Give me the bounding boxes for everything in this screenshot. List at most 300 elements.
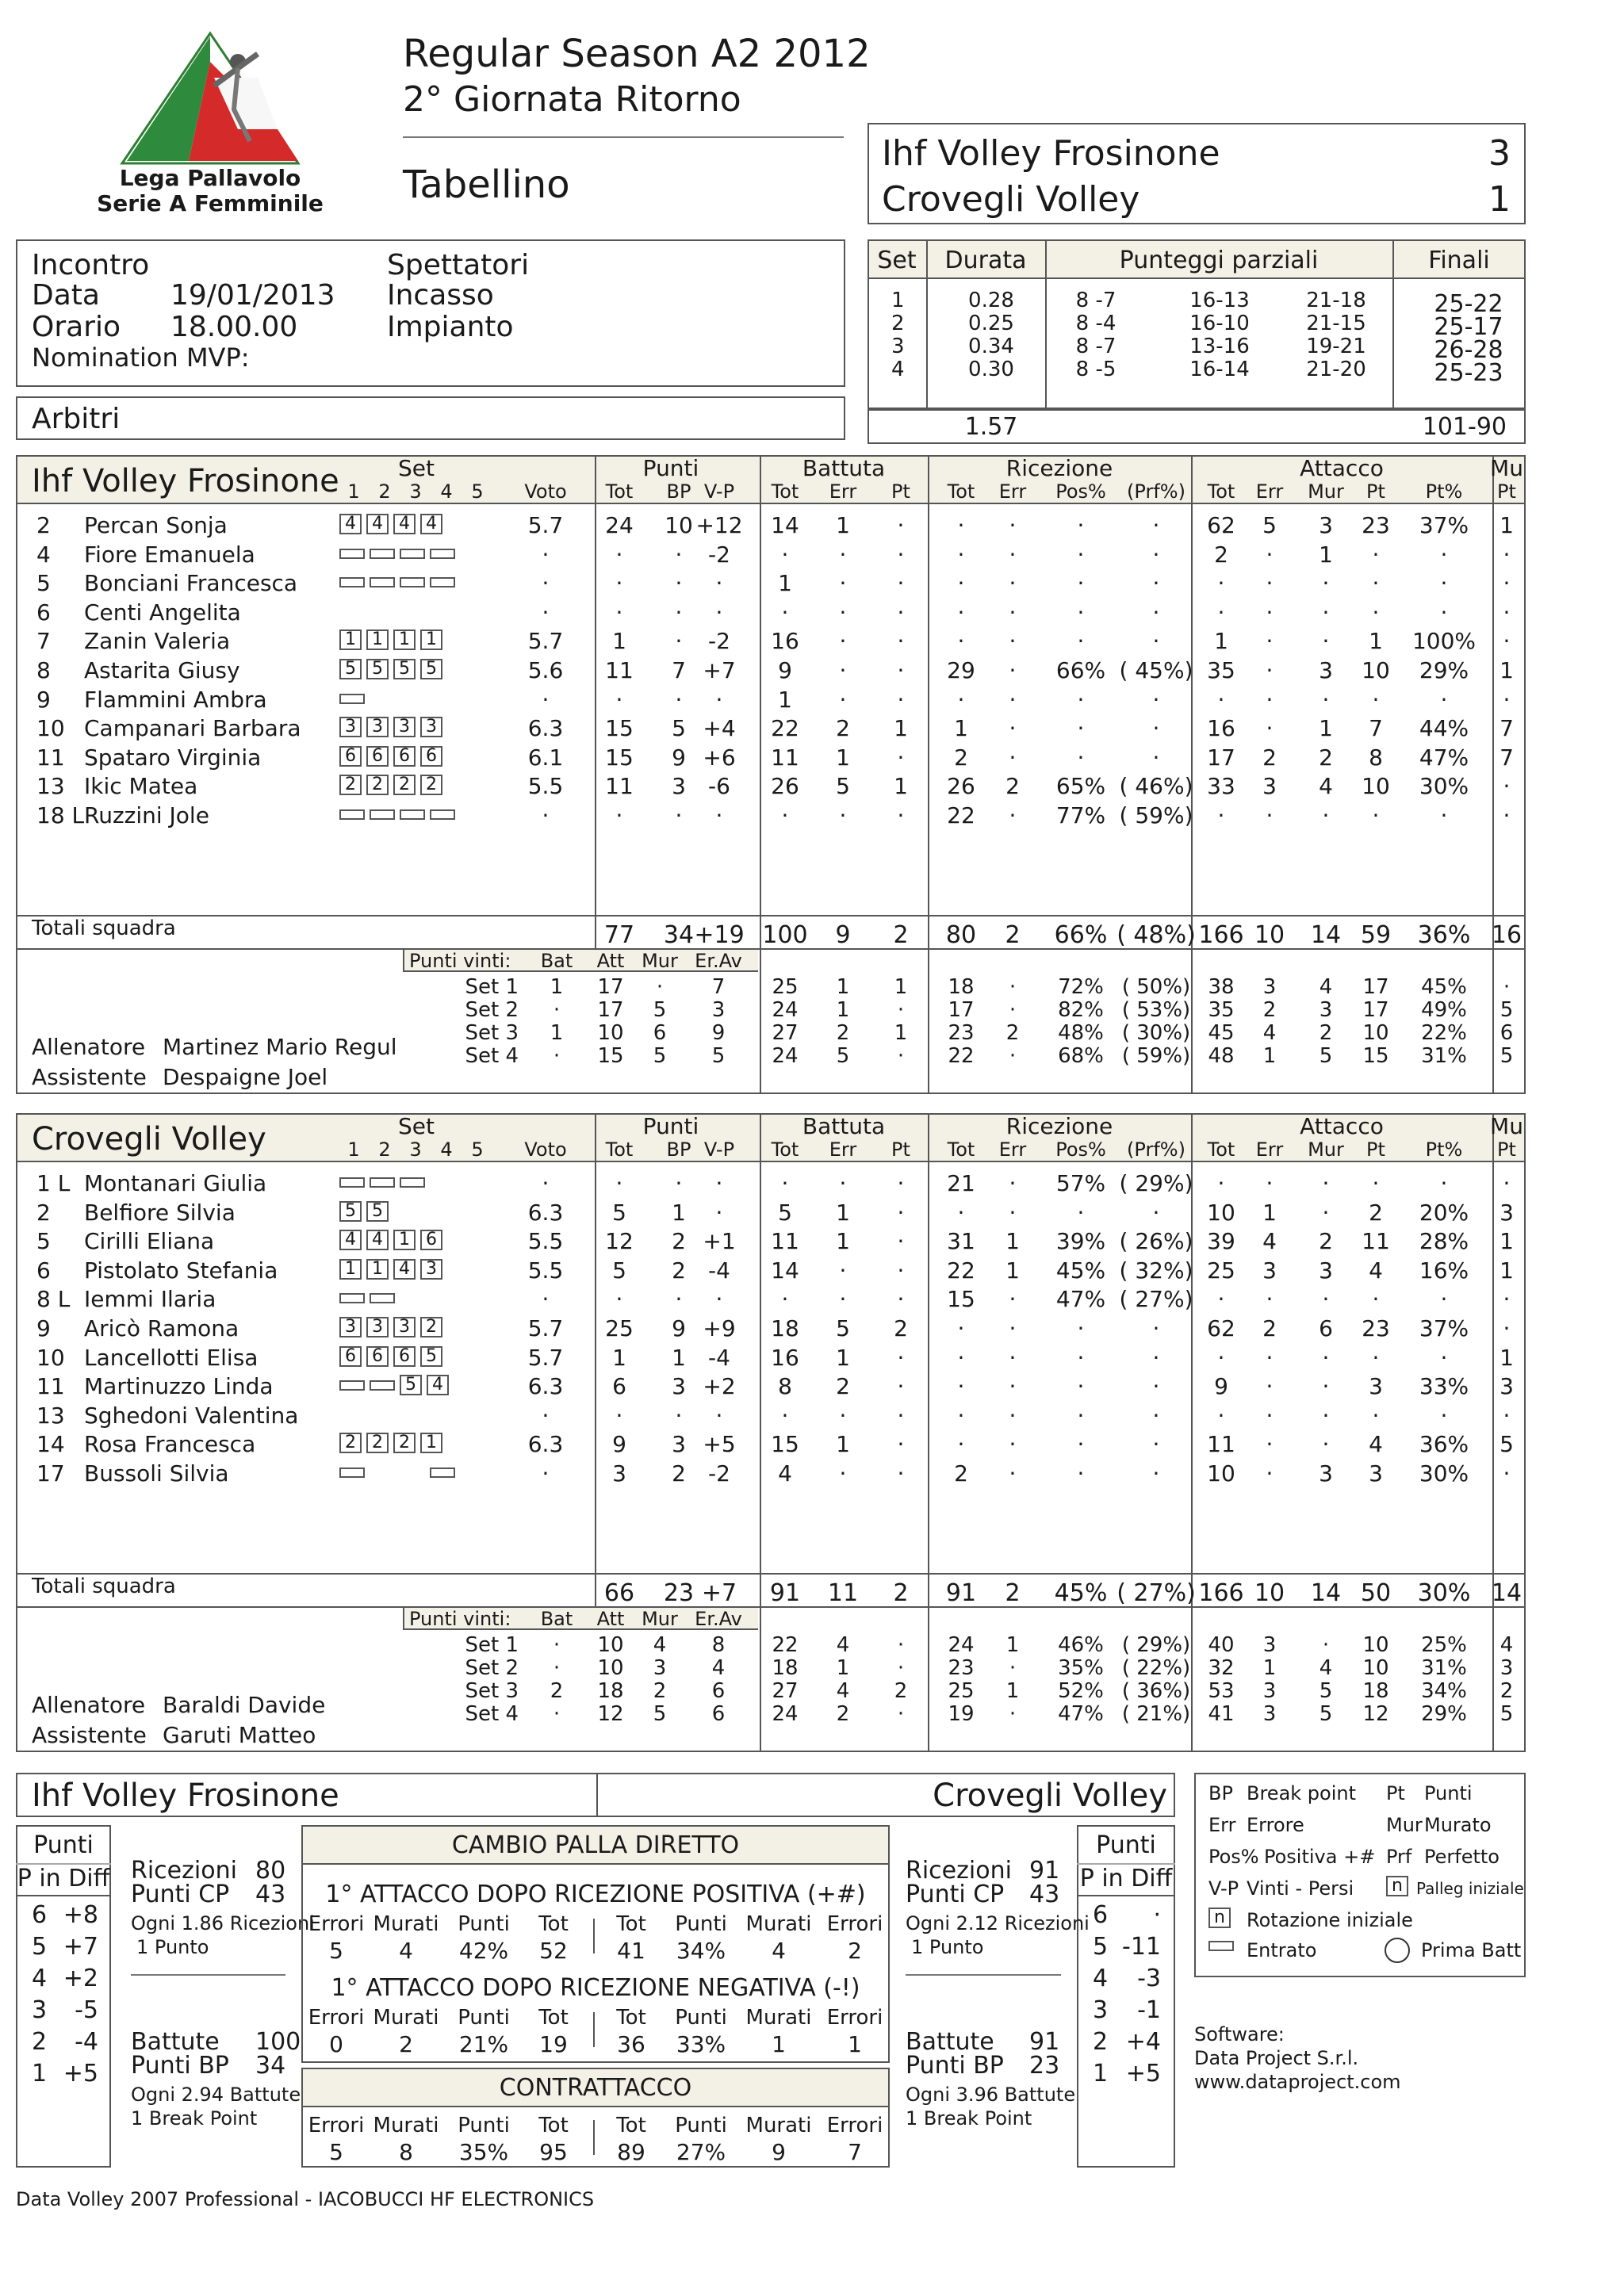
team2-set-val: ( 36%) <box>1121 1679 1191 1703</box>
team2-set-val: 22 <box>772 1633 799 1657</box>
team1-total-val: 100 <box>762 921 808 949</box>
team2-player-val: 3 <box>1319 1257 1333 1284</box>
team2-pv-val: 4 <box>711 1656 726 1680</box>
team2-player-val: · <box>1266 1286 1274 1313</box>
team1-h-sub: Err <box>998 480 1027 503</box>
team1-h-ricezione: Ricezione <box>1005 455 1113 481</box>
rotation-box: 5 <box>366 659 389 679</box>
team1-player-val: · <box>615 599 623 626</box>
team1-player-val: · <box>715 686 723 713</box>
team2-set-val: 32 <box>1208 1656 1235 1680</box>
pdiff-rot: 4 <box>32 1965 48 1992</box>
team1-player-val: 15 <box>605 744 634 771</box>
sets-h-parziali: Punteggi parziali <box>1119 247 1319 274</box>
right-ric-note2: 1 Punto <box>911 1936 984 1958</box>
team1-player-val: 22 <box>947 802 975 828</box>
team1-total-val: 2 <box>893 921 909 949</box>
team1-player-num: 10 <box>36 715 65 742</box>
team2-player-val: ( 27%) <box>1119 1286 1193 1313</box>
right-pbp: 23 <box>1029 2052 1060 2080</box>
team1-set-val: ( 50%) <box>1121 975 1191 999</box>
left-bat-label: Battute <box>131 2028 220 2056</box>
team2-player-val: · <box>1217 1286 1225 1313</box>
team2-player-val: · <box>1152 1344 1160 1371</box>
legend-mur-text: Murato <box>1424 1814 1492 1836</box>
team2-player-val: 37% <box>1419 1315 1469 1341</box>
legend-prf: Prf <box>1386 1846 1412 1868</box>
set-row-p1: 8 -4 <box>1075 312 1116 335</box>
team1-rotation <box>339 804 455 820</box>
title-season: Regular Season A2 2012 <box>403 32 871 76</box>
team1-player-val: · <box>615 541 623 568</box>
team2-set-val: 3 <box>1262 1633 1277 1657</box>
team1-player-val: 7 <box>672 657 686 683</box>
grid-val: 27% <box>676 2139 726 2165</box>
team2-pv-val: 18 <box>597 1679 624 1703</box>
team2-player-val: · <box>1009 1315 1017 1341</box>
team2-player-val: · <box>1440 1344 1448 1371</box>
team1-player-val: · <box>1322 686 1330 713</box>
team1-player-val: · <box>615 686 623 713</box>
team2-player-val: 6 <box>1319 1315 1333 1341</box>
rotation-box: 6 <box>420 1230 442 1250</box>
set-row-p1: 8 -7 <box>1075 289 1116 312</box>
team1-set-val: · <box>1503 975 1511 999</box>
team2-player-val: · <box>957 1431 965 1458</box>
team1-player-val: 11 <box>771 744 799 771</box>
legend-palleg-text: Palleg iniziale <box>1416 1879 1524 1898</box>
team2-total-val: 91 <box>945 1579 977 1607</box>
team1-player-val: · <box>1372 802 1380 828</box>
team1-set-val: 4 <box>1319 975 1333 999</box>
team1-player-val: · <box>1266 715 1274 742</box>
team1-player-val: 1 <box>1500 512 1514 538</box>
team2-player-val: · <box>897 1257 905 1284</box>
score-team1: Ihf Volley Frosinone <box>882 133 1220 174</box>
team1-h-battuta: Battuta <box>802 455 886 481</box>
team1-player-name: Centi Angelita <box>84 599 241 626</box>
team1-set-val: · <box>1009 975 1017 999</box>
team2-player-val: · <box>1372 1344 1380 1371</box>
team2-player-val: +5 <box>703 1431 736 1458</box>
team1-player-val: 4 <box>1319 773 1333 800</box>
team2-player-val: 1 <box>1262 1199 1277 1226</box>
team1-h-punti: Punti <box>642 455 699 481</box>
team2-player-num: 13 <box>36 1402 65 1429</box>
team1-total-val: 14 <box>1310 921 1342 949</box>
team1-player-val: · <box>1009 802 1017 828</box>
team1-player-val: 29 <box>947 657 975 683</box>
team2-player-val: · <box>1009 1431 1017 1458</box>
rotation-box <box>400 688 425 704</box>
team1-player-val: 15 <box>605 715 634 742</box>
team2-player-val: · <box>1077 1460 1085 1487</box>
team2-set-val: ( 22%) <box>1121 1656 1191 1680</box>
team2-rotation <box>339 1230 442 1250</box>
team2-set-val: 35% <box>1058 1656 1104 1680</box>
team2-player-val: 1 <box>836 1344 850 1371</box>
team2-h-sub: Mur <box>1308 1138 1344 1161</box>
team2-total-val: 166 <box>1198 1579 1244 1607</box>
team2-player-val: 45% <box>1055 1257 1106 1284</box>
team1-player-val: · <box>675 628 683 655</box>
team2-pv-val: 10 <box>597 1656 624 1680</box>
team2-player-val: 11 <box>1207 1431 1235 1458</box>
info-spettatori: Spettatori <box>387 249 530 281</box>
team2-h-set: Set <box>398 1113 435 1139</box>
team1-set-val: 68% <box>1058 1044 1104 1068</box>
team1-player-val: 47% <box>1419 744 1469 771</box>
team1-player-val: · <box>1009 744 1017 771</box>
team2-player-val: -4 <box>708 1344 730 1371</box>
team1-h-sub: Pt <box>1497 480 1516 503</box>
rotation-box <box>370 1177 395 1188</box>
team2-total-val: +7 <box>701 1579 737 1607</box>
team1-player-val: 2 <box>1262 744 1277 771</box>
grid-val: 52 <box>539 1938 568 1964</box>
team2-player-num: 5 <box>36 1228 51 1255</box>
grid-head: Errori <box>826 1912 883 1936</box>
team2-pv-val: 10 <box>597 1633 624 1657</box>
team1-player-val: 2 <box>1214 541 1228 568</box>
team1-player-name: Ikic Matea <box>84 773 198 800</box>
team2-name: Crovegli Volley <box>32 1121 266 1158</box>
team1-player-val: · <box>1152 628 1160 655</box>
team1-pv-val: 5 <box>653 1044 667 1068</box>
pdiff2-title: Punti <box>1096 1831 1156 1859</box>
left-ric-label: Ricezioni <box>131 1857 237 1885</box>
team1-set-val: 35 <box>1208 998 1235 1022</box>
team1-h-setnum: 4 <box>440 480 453 503</box>
team2-h-punti: Punti <box>642 1113 699 1139</box>
team1-set-val: 17 <box>1362 975 1389 999</box>
rotation-box: 1 <box>393 1230 416 1250</box>
legend-rotation-text: Rotazione iniziale <box>1247 1909 1413 1931</box>
team1-player-val: · <box>1152 744 1160 771</box>
team1-player-val: · <box>1009 715 1017 742</box>
team1-player-val: · <box>675 599 683 626</box>
team2-player-val: 2 <box>672 1228 686 1255</box>
team2-player-num: 11 <box>36 1373 65 1400</box>
team2-player-val: 1 <box>1005 1228 1020 1255</box>
team2-set-label: Set 3 <box>465 1679 519 1703</box>
legend-pos: Pos% <box>1208 1846 1259 1868</box>
score-sets2: 1 <box>1488 179 1511 220</box>
team2-player-val: · <box>1372 1402 1380 1429</box>
team1-total-val: 2 <box>1005 921 1021 949</box>
team2-player-val: 31 <box>947 1228 975 1255</box>
team1-player-num: 2 <box>36 512 51 538</box>
team2-player-val: 2 <box>1262 1315 1277 1341</box>
team2-player-val: 5.5 <box>527 1257 564 1284</box>
team1-player-val: 66% <box>1055 657 1106 683</box>
team1-player-val: +12 <box>695 512 743 538</box>
team1-total-val: +19 <box>694 921 745 949</box>
software-link[interactable]: www.dataproject.com <box>1194 2071 1401 2093</box>
team2-player-val: 1 <box>836 1228 850 1255</box>
team2-set-val: 46% <box>1058 1633 1104 1657</box>
team1-player-val: -6 <box>708 773 730 800</box>
set-row-p2: 16-13 <box>1189 289 1250 312</box>
team2-player-val: 33% <box>1419 1373 1469 1400</box>
team2-player-val: · <box>1266 1170 1274 1196</box>
rotation-box: 3 <box>393 1317 416 1337</box>
team2-player-val: · <box>1372 1286 1380 1313</box>
team2-player-val: · <box>1503 1286 1511 1313</box>
left-pcp-label: Punti CP <box>131 1881 230 1908</box>
rotation-box: 6 <box>393 1346 416 1367</box>
sets-total-fin: 101-90 <box>1422 413 1507 441</box>
legend-vp-text: Vinti - Persi <box>1247 1877 1354 1900</box>
sets-total-dur: 1.57 <box>964 413 1018 441</box>
team2-player-val: 62 <box>1207 1315 1235 1341</box>
team2-set-val: 19 <box>948 1702 975 1726</box>
grid-head: Tot <box>616 2006 646 2030</box>
sets-h-finali: Finali <box>1428 247 1490 274</box>
team2-player-val: 3 <box>1500 1199 1514 1226</box>
team1-player-val: 7 <box>1500 744 1514 771</box>
team1-player-val: · <box>1009 628 1017 655</box>
team2-set-label: Set 2 <box>465 1656 519 1680</box>
grid-head: Murati <box>745 2114 812 2137</box>
team1-set-val: 23 <box>948 1021 975 1045</box>
team1-player-val: 1 <box>1319 715 1333 742</box>
team2-player-val: -2 <box>708 1460 730 1487</box>
team2-player-val: · <box>1266 1402 1274 1429</box>
team2-set-val: 4 <box>1319 1656 1333 1680</box>
team2-assistant: Garuti Matteo <box>163 1722 316 1748</box>
team1-player-val: · <box>839 570 847 597</box>
grid-head: Punti <box>458 2006 510 2030</box>
grid-val: 95 <box>539 2139 568 2165</box>
team2-player-val: · <box>615 1170 623 1196</box>
team2-set-val: 3 <box>1262 1679 1277 1703</box>
team2-player-val: · <box>1152 1315 1160 1341</box>
team1-player-name: Flammini Ambra <box>84 686 267 713</box>
info-data-label: Data <box>32 279 100 312</box>
team2-set-val: ( 29%) <box>1121 1633 1191 1657</box>
team1-player-val: 7 <box>1500 715 1514 742</box>
grid-val: 5 <box>329 1938 343 1964</box>
team2-player-val: · <box>1440 1402 1448 1429</box>
team1-player-val: 7 <box>1369 715 1383 742</box>
grid-val: 33% <box>676 2031 726 2057</box>
set-row-num: 2 <box>891 312 905 335</box>
team2-player-val: · <box>1266 1344 1274 1371</box>
set-row-durata: 0.30 <box>968 358 1014 381</box>
team1-player-val: 35 <box>1207 657 1235 683</box>
team2-h-voto: Voto <box>524 1138 567 1161</box>
team1-player-val: · <box>1152 512 1160 538</box>
rotation-box: 3 <box>366 717 389 737</box>
team2-player-val: 21 <box>947 1170 975 1196</box>
team2-player-val: 18 <box>771 1315 799 1341</box>
rotation-box <box>339 694 365 704</box>
team1-player-val: · <box>957 628 965 655</box>
rotation-box: 2 <box>393 775 416 795</box>
team2-player-val: ( 29%) <box>1119 1170 1193 1196</box>
team1-player-val: 16 <box>771 628 799 655</box>
team2-pv-val: 6 <box>711 1679 726 1703</box>
team2-player-val: 3 <box>672 1431 686 1458</box>
team1-player-val: · <box>715 802 723 828</box>
team1-player-val: 10 <box>665 512 693 538</box>
team1-set-val: 2 <box>1262 998 1277 1022</box>
team2-set-val: 2 <box>1500 1679 1514 1703</box>
team1-rotation <box>339 572 455 587</box>
rotation-box: 1 <box>366 1259 389 1280</box>
team1-h-setnum: 2 <box>378 480 391 503</box>
team2-player-val: 3 <box>1319 1460 1333 1487</box>
team1-set-label: Set 1 <box>465 975 519 999</box>
grid-val: 1 <box>772 2031 786 2057</box>
team1-player-val: ( 46%) <box>1119 773 1193 800</box>
logo-graphic <box>119 30 301 165</box>
team2-set-val: 25% <box>1421 1633 1467 1657</box>
team1-set-val: 4 <box>1262 1021 1277 1045</box>
grid-val: 34% <box>676 1938 726 1964</box>
team1-rotation <box>339 717 442 737</box>
team1-player-val: -2 <box>708 541 730 568</box>
team1-pv-val: 6 <box>653 1021 667 1045</box>
info-mvp: Nomination MVP: <box>32 342 250 373</box>
info-incontro: Incontro <box>32 249 150 281</box>
team1-player-val: +6 <box>703 744 736 771</box>
team1-h-setnum: 1 <box>347 480 360 503</box>
set-row-p1: 8 -5 <box>1075 358 1116 381</box>
team2-pv-val: · <box>553 1656 561 1680</box>
team1-set-val: 24 <box>772 1044 799 1068</box>
team1-rotation <box>339 746 442 767</box>
team1-set-val: · <box>897 1044 905 1068</box>
team2-player-val: 1 <box>612 1344 626 1371</box>
legend-primabatt-icon <box>1385 1938 1410 1963</box>
rotation-box: 1 <box>420 629 442 650</box>
team1-player-val: 11 <box>605 773 634 800</box>
team1-pv-val: 5 <box>711 1044 726 1068</box>
team2-player-val: · <box>542 1286 550 1313</box>
team1-player-val: 1 <box>894 773 908 800</box>
team1-player-val: · <box>1503 773 1511 800</box>
team1-h-sub: Pos% <box>1055 480 1106 503</box>
team1-player-val: -2 <box>708 628 730 655</box>
team1-player-val: · <box>615 802 623 828</box>
team1-player-val: · <box>897 541 905 568</box>
rotation-box: 3 <box>366 1317 389 1337</box>
team2-player-val: · <box>715 1402 723 1429</box>
team1-player-val: 17 <box>1207 744 1235 771</box>
rotation-box <box>339 577 365 587</box>
team1-player-val: · <box>897 599 905 626</box>
team1-player-val: · <box>839 628 847 655</box>
rotation-box <box>370 577 395 587</box>
team2-set-val: 3 <box>1500 1656 1514 1680</box>
set-row-num: 1 <box>891 289 905 312</box>
team1-player-val: 26 <box>947 773 975 800</box>
legend-vp: V-P <box>1208 1877 1239 1900</box>
team1-player-val: · <box>781 541 789 568</box>
team1-set-val: 48 <box>1208 1044 1235 1068</box>
team1-set-val: 27 <box>772 1021 799 1045</box>
team1-player-val: · <box>1322 802 1330 828</box>
team1-player-val: · <box>1372 599 1380 626</box>
team1-player-val: · <box>1266 802 1274 828</box>
team2-player-val: · <box>1503 1315 1511 1341</box>
team1-player-name: Campanari Barbara <box>84 715 301 742</box>
software-line1: Software: <box>1194 2023 1285 2045</box>
left-bat-note1: Ogni 2.94 Battute <box>131 2084 301 2106</box>
team2-player-val: · <box>1152 1402 1160 1429</box>
legend-prf-text: Perfetto <box>1424 1846 1500 1868</box>
team2-set-val: 2 <box>836 1702 850 1726</box>
set-row-p3: 19-21 <box>1306 335 1366 358</box>
team2-player-val: 5 <box>1500 1431 1514 1458</box>
rotation-box: 6 <box>339 746 362 767</box>
team1-total-val: 77 <box>603 921 635 949</box>
team2-h-ricezione: Ricezione <box>1005 1113 1113 1139</box>
legend-rotation-icon: n <box>1208 1908 1231 1928</box>
team1-player-val: · <box>1152 541 1160 568</box>
rotation-box: 3 <box>420 1259 442 1280</box>
team2-player-val: · <box>675 1286 683 1313</box>
team2-player-val: · <box>781 1402 789 1429</box>
set-row-num: 4 <box>891 358 905 381</box>
team2-player-val: 11 <box>771 1228 799 1255</box>
team1-pv-val: 1 <box>550 975 564 999</box>
team2-player-name: Belfiore Silvia <box>84 1199 236 1226</box>
grid-head: Punti <box>458 1912 510 1936</box>
pdiff-rot: 3 <box>1093 1996 1109 2024</box>
grid-val: 41 <box>617 1938 645 1964</box>
rotation-box: 5 <box>420 1346 442 1367</box>
team1-player-val: 3 <box>1319 657 1333 683</box>
rotation-box: 6 <box>393 746 416 767</box>
grid-head: Murati <box>373 2114 439 2137</box>
grid-head: Tot <box>616 2114 646 2137</box>
grid-val: 19 <box>539 2031 568 2057</box>
rotation-box <box>430 1468 455 1478</box>
team1-h-sub: Tot <box>947 480 975 503</box>
team2-h-sub: Pt <box>1497 1138 1516 1161</box>
team2-player-name: Iemmi Ilaria <box>84 1286 216 1313</box>
team2-set-val: 1 <box>1262 1656 1277 1680</box>
team1-player-val: · <box>1009 570 1017 597</box>
team2-total-val: 14 <box>1310 1579 1342 1607</box>
team1-pv-val: 7 <box>711 975 726 999</box>
team1-player-val: 8 <box>1369 744 1383 771</box>
team1-player-val: · <box>1152 686 1160 713</box>
team2-player-val: · <box>1009 1460 1017 1487</box>
team1-pv-val: 15 <box>597 1044 624 1068</box>
team2-player-num: 9 <box>36 1315 51 1341</box>
team1-player-val: ( 45%) <box>1119 657 1193 683</box>
rotation-box <box>400 577 425 587</box>
team1-pv-val: 1 <box>550 1021 564 1045</box>
team2-player-val: 9 <box>612 1431 626 1458</box>
team1-player-val: · <box>1009 686 1017 713</box>
team1-player-val: · <box>1372 541 1380 568</box>
rotation-box <box>430 809 455 820</box>
set-row-p3: 21-15 <box>1306 312 1366 335</box>
team1-player-val: · <box>1152 715 1160 742</box>
grid-head: Murati <box>373 1912 439 1936</box>
team1-pv-head: Er.Av <box>695 950 742 972</box>
set-row-p1: 8 -7 <box>1075 335 1116 358</box>
team1-player-val: 2 <box>954 744 968 771</box>
pdiff-rot: 6 <box>32 1901 48 1929</box>
team1-player-num: 6 <box>36 599 51 626</box>
team1-player-val: · <box>781 599 789 626</box>
